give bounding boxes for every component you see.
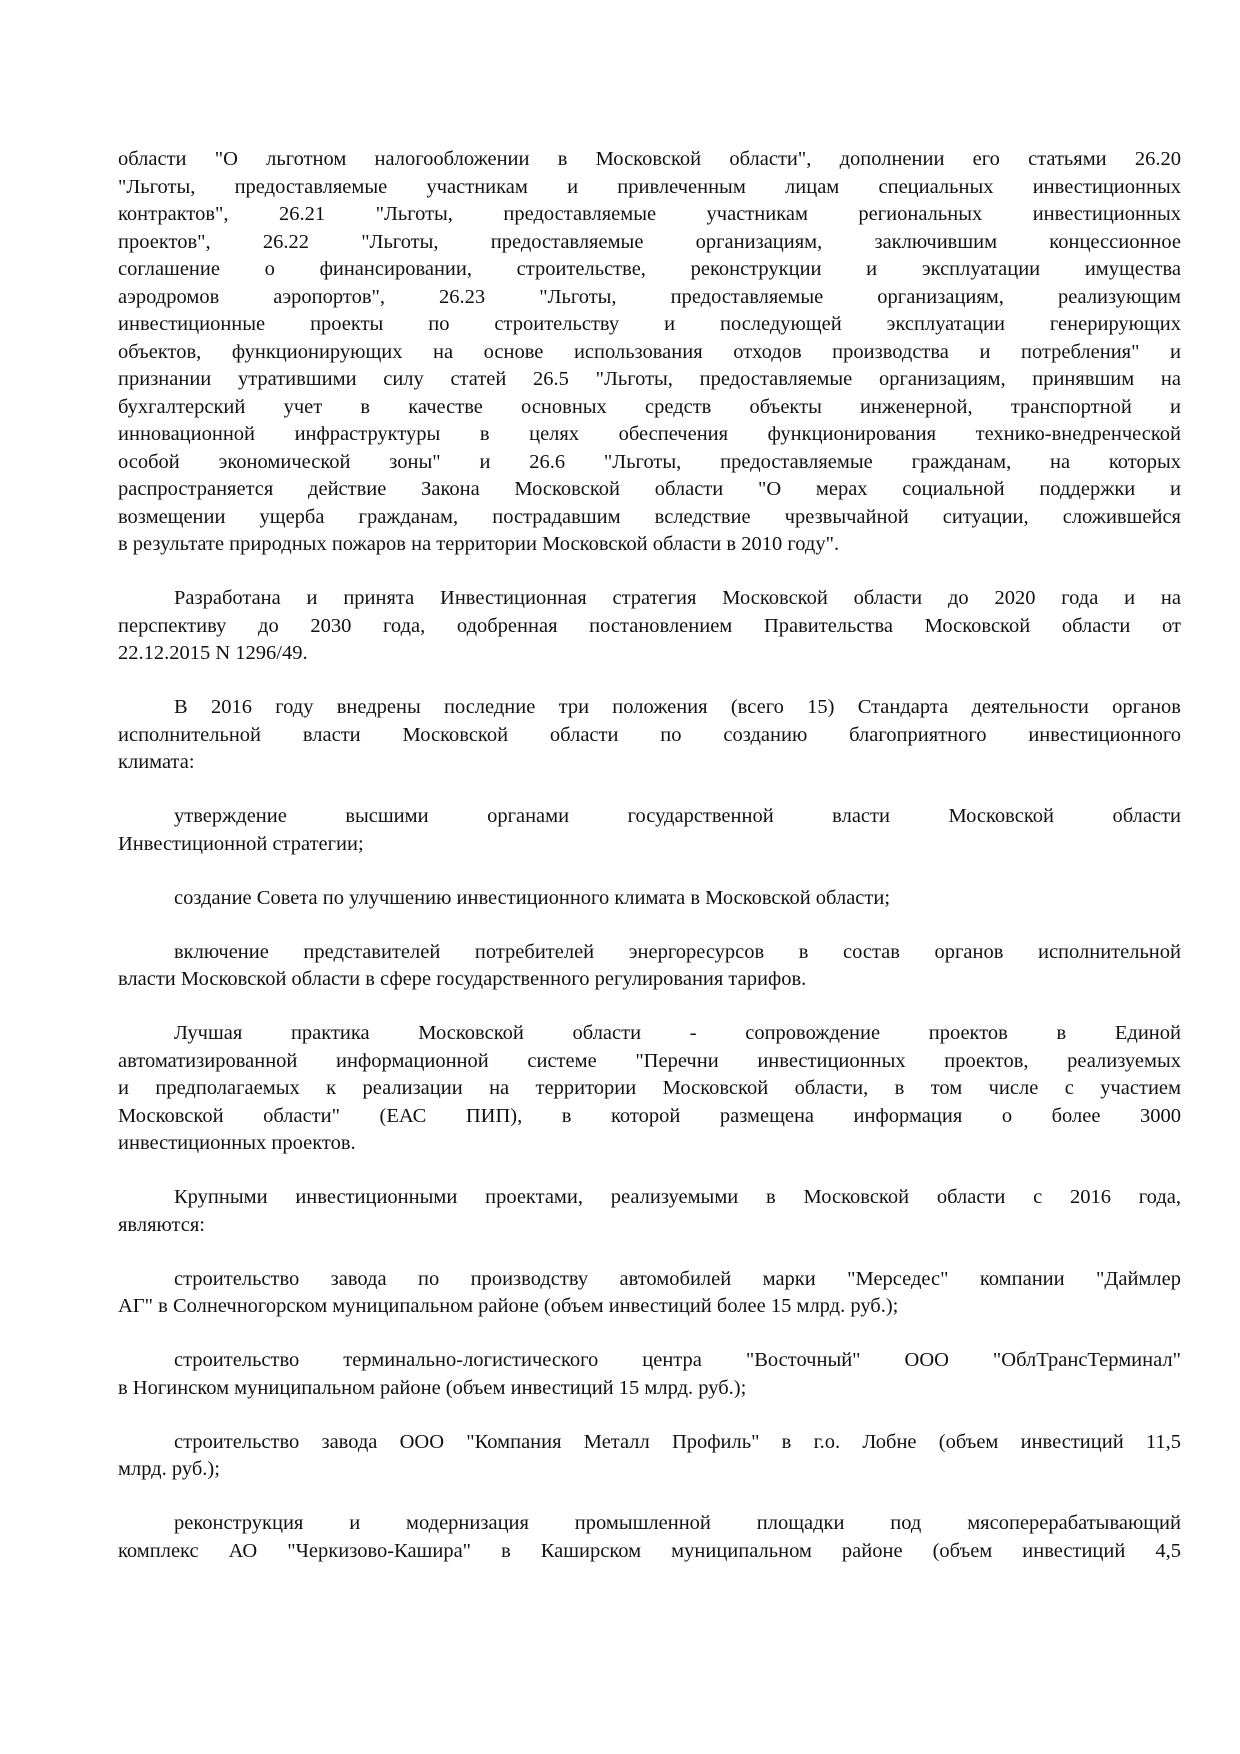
text-line: АГ" в Солнечногорском муниципальном районе (объем инвестиций более 15 млрд. руб.); <box>118 1295 899 1317</box>
text-line: Крупными инвестиционными проектами, реализуемыми в Московской области с 2016 года, <box>174 1186 1181 1208</box>
paragraph <box>118 1510 1181 1565</box>
text-line: автоматизированной информационной системе "Перечни инвестиционных проектов, реализуемых <box>118 1049 1181 1072</box>
paragraph <box>118 1184 1181 1239</box>
text-line: признании утратившими силу статей 26.5 "Льготы, предоставляемые организациям, принявшим на <box>118 368 1181 390</box>
paragraph <box>118 1020 1181 1158</box>
text-line: строительство терминально-логистического центра "Восточный" ООО "ОблТрансТерминал" <box>174 1349 1181 1371</box>
paragraph <box>118 803 1181 858</box>
text-line: инвестиционные проекты по строительству и последующей эксплуатации генерирующих <box>118 313 1181 335</box>
paragraph <box>118 1429 1181 1484</box>
text-line: в Ногинском муниципальном районе (объем инвестиций 15 млрд. руб.); <box>118 1376 747 1399</box>
paragraph <box>118 146 1181 559</box>
text-line: создание Совета по улучшению инвестиционного климата в Московской области; <box>174 886 891 909</box>
text-line: Московской области" (ЕАС ПИП), в которой размещена информация о более 3000 <box>118 1104 1181 1127</box>
text-line: бухгалтерский учет в качестве основных средств объекты инженерной, транспортной и <box>118 395 1181 418</box>
text-line: утверждение высшими органами государственной власти Московской области <box>174 805 1181 827</box>
text-line: перспективу до 2030 года, одобренная постановлением Правительства Московской области от <box>118 614 1181 637</box>
text-line: контрактов", 26.21 "Льготы, предоставляемые участникам региональных инвестиционных <box>118 203 1181 225</box>
text-line: Инвестиционной стратегии; <box>118 832 364 855</box>
text-line: в результате природных пожаров на территории Московской области в 2010 году". <box>118 533 840 555</box>
text-line: комплекс АО "Черкизово-Кашира" в Каширском муниципальном районе (объем инвестиций 4,5 <box>118 1539 1181 1562</box>
text-line: инвестиционных проектов. <box>118 1132 356 1154</box>
paragraph <box>118 1266 1181 1321</box>
text-line: включение представителей потребителей энергоресурсов в состав органов исполнительной <box>174 940 1181 963</box>
document-page <box>118 146 1181 1592</box>
text-line: объектов, функционирующих на основе использования отходов производства и потребления" и <box>118 340 1181 363</box>
text-line: аэродромов аэропортов", 26.23 "Льготы, предоставляемые организациям, реализующим <box>118 285 1181 308</box>
text-line: млрд. руб.); <box>118 1458 220 1480</box>
text-line: "Льготы, предоставляемые участникам и привлеченным лицам специальных инвестиционных <box>118 175 1181 198</box>
text-line: климата: <box>118 751 195 773</box>
text-line: являются: <box>118 1213 205 1236</box>
text-line: и предполагаемых к реализации на территории Московской области, в том числе с участием <box>118 1077 1181 1099</box>
text-line: власти Московской области в сфере государственного регулирования тарифов. <box>118 968 807 990</box>
paragraph <box>118 585 1181 668</box>
text-line: инновационной инфраструктуры в целях обеспечения функционирования технико-внедренческой <box>118 423 1181 445</box>
text-line: строительство завода по производству автомобилей марки "Мерседес" компании "Даймлер <box>174 1267 1181 1290</box>
paragraph <box>118 1347 1181 1402</box>
text-line: исполнительной власти Московской области по созданию благоприятного инвестиционного <box>118 723 1181 746</box>
paragraph <box>118 694 1181 777</box>
text-line: Лучшая практика Московской области - сопровождение проектов в Единой <box>174 1022 1181 1044</box>
text-line: проектов", 26.22 "Льготы, предоставляемые организациям, заключившим концессионное <box>118 230 1181 253</box>
text-line: особой экономической зоны" и 26.6 "Льготы, предоставляемые гражданам, на которых <box>118 450 1181 473</box>
paragraph <box>118 939 1181 994</box>
text-line: 22.12.2015 N 1296/49. <box>118 642 308 664</box>
text-line: реконструкция и модернизация промышленной площадки под мясоперерабатывающий <box>174 1512 1181 1534</box>
text-line: распространяется действие Закона Московской области "О мерах социальной поддержки и <box>118 478 1181 500</box>
text-line: строительство завода ООО "Компания Металл Профиль" в г.о. Лобне (объем инвестиций 11,5 <box>174 1430 1181 1453</box>
paragraph <box>118 885 1181 913</box>
text-line: области "О льготном налогообложении в Московской области", дополнении его статьями 26.20 <box>118 148 1181 170</box>
text-line: соглашение о финансировании, строительстве, реконструкции и эксплуатации имущества <box>118 258 1181 280</box>
text-line: Разработана и принята Инвестиционная стратегия Московской области до 2020 года и на <box>174 587 1181 609</box>
text-line: возмещении ущерба гражданам, пострадавшим вследствие чрезвычайной ситуации, сложившейся <box>118 505 1181 528</box>
text-line: В 2016 году внедрены последние три положения (всего 15) Стандарта деятельности органов <box>174 696 1181 718</box>
